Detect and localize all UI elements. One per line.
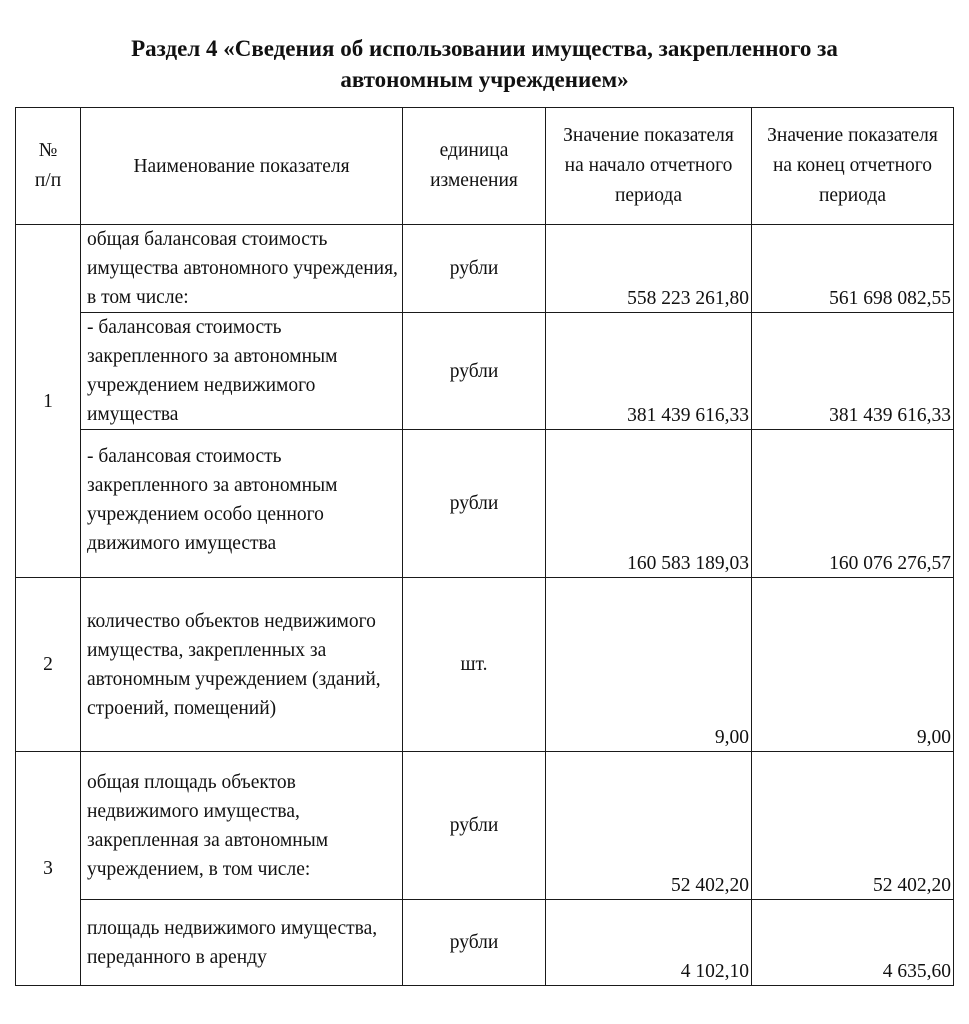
header-num: № п/п (16, 108, 81, 225)
table-row (16, 578, 954, 752)
start-value: 558 223 261,80 (546, 225, 752, 313)
end-value: 4 635,60 (752, 900, 954, 986)
start-value: 160 583 189,03 (546, 430, 752, 578)
end-value: 9,00 (752, 578, 954, 752)
start-value: 4 102,10 (546, 900, 752, 986)
table-row (16, 900, 954, 986)
indicator-name: - балансовая стоимость закрепленного за автономным учреждением недвижимого имущества (81, 313, 403, 430)
unit-cell: рубли (403, 900, 546, 986)
indicator-name: количество объектов недвижимого имущества, закрепленных за автономным учреждением (зданий, строений, помещений) (81, 578, 403, 752)
indicator-name: - балансовая стоимость закрепленного за автономным учреждением особо ценного движимого имущества (81, 430, 403, 578)
table-row (16, 313, 954, 430)
table-row (16, 752, 954, 900)
indicator-name: общая балансовая стоимость имущества автономного учреждения, в том числе: (81, 225, 403, 313)
row-number-2: 2 (16, 578, 81, 752)
title-line-1: Раздел 4 «Сведения об использовании имущества, закрепленного за (131, 36, 838, 61)
start-value: 52 402,20 (546, 752, 752, 900)
end-value: 160 076 276,57 (752, 430, 954, 578)
unit-cell: рубли (403, 225, 546, 313)
unit-cell: рубли (403, 752, 546, 900)
row-number-1: 1 (16, 225, 81, 578)
row-number-3: 3 (16, 752, 81, 986)
table-header-row (16, 108, 954, 225)
page-title (20, 33, 949, 95)
indicator-name: площадь недвижимого имущества, переданного в аренду (81, 900, 403, 986)
header-end-value: Значение показателя на конец отчетного периода (752, 108, 954, 225)
indicator-name: общая площадь объектов недвижимого имущества, закрепленная за автономным учреждением, в том числе: (81, 752, 403, 900)
property-usage-table (15, 107, 954, 986)
header-name: Наименование показателя (81, 108, 403, 225)
table-row (16, 430, 954, 578)
unit-cell: шт. (403, 578, 546, 752)
unit-cell: рубли (403, 313, 546, 430)
header-unit: единица изменения (403, 108, 546, 225)
unit-cell: рубли (403, 430, 546, 578)
end-value: 52 402,20 (752, 752, 954, 900)
end-value: 561 698 082,55 (752, 225, 954, 313)
header-start-value: Значение показателя на начало отчетного периода (546, 108, 752, 225)
start-value: 9,00 (546, 578, 752, 752)
title-line-2: автономным учреждением» (340, 67, 629, 92)
start-value: 381 439 616,33 (546, 313, 752, 430)
table-row (16, 225, 954, 313)
end-value: 381 439 616,33 (752, 313, 954, 430)
